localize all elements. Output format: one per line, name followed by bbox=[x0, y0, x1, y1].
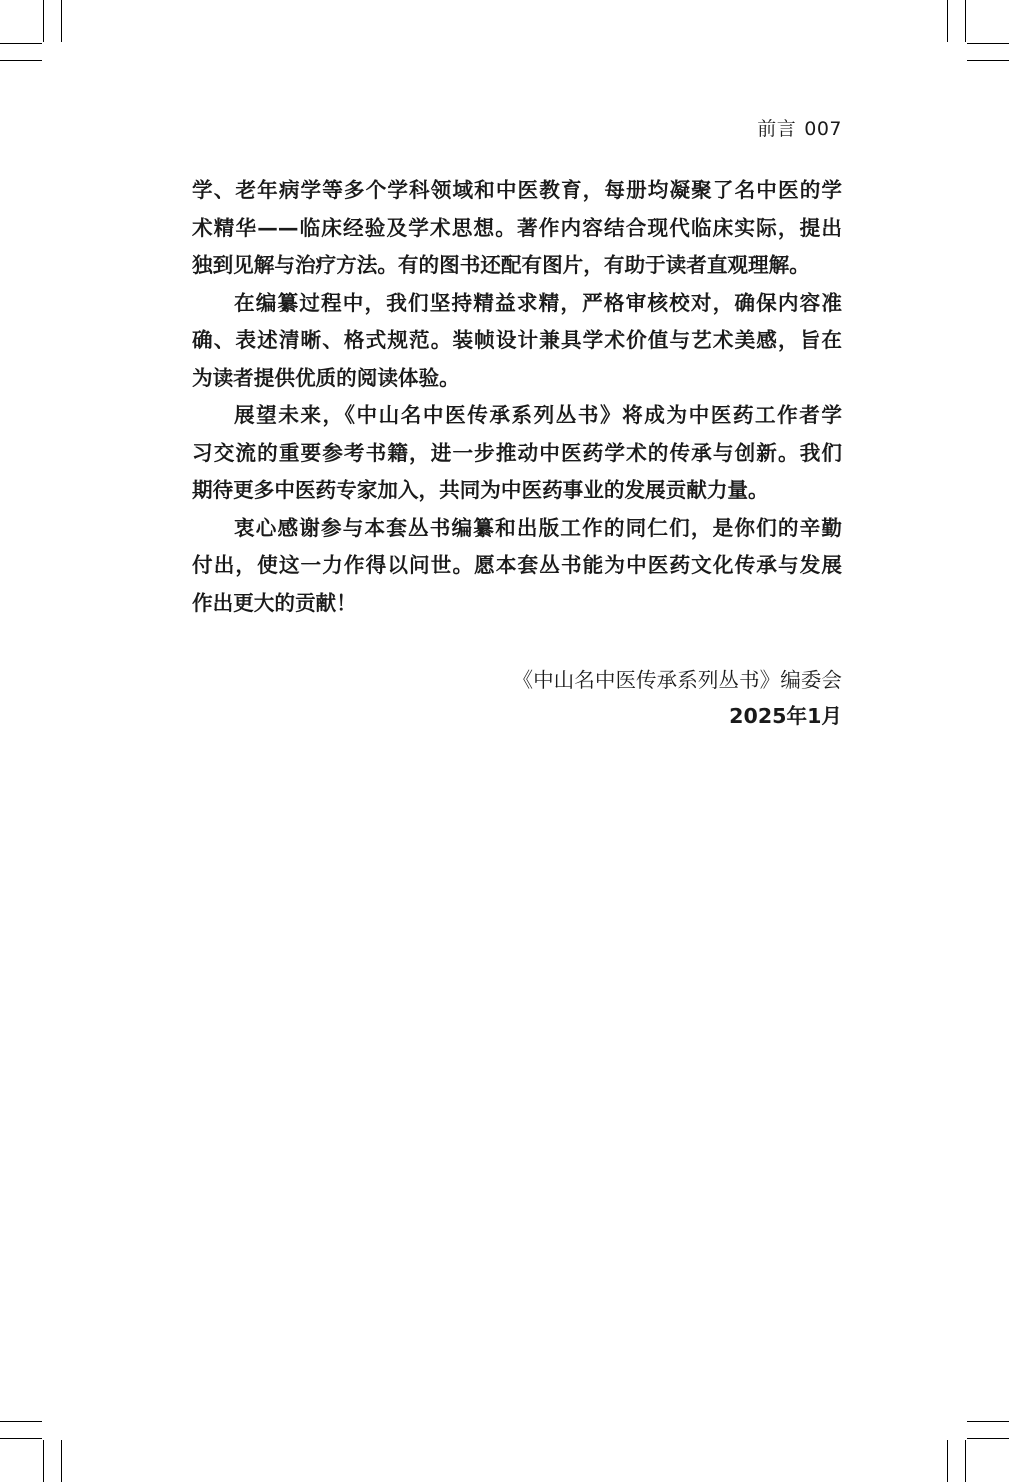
crop-mark bbox=[965, 0, 966, 42]
text-line: 确、表述清晰、格式规范。装帧设计兼具学术价值与艺术美感，旨在 bbox=[192, 328, 842, 352]
crop-mark bbox=[43, 1440, 44, 1482]
signature-date: 2025年1月 bbox=[729, 704, 842, 728]
text-line: 学、老年病学等多个学科领域和中医教育，每册均凝聚了名中医的学 bbox=[192, 178, 842, 202]
crop-mark bbox=[967, 43, 1009, 44]
crop-mark bbox=[43, 0, 44, 42]
page-number: 007 bbox=[804, 118, 842, 140]
crop-mark bbox=[947, 0, 948, 42]
crop-mark bbox=[967, 60, 1009, 61]
crop-mark bbox=[61, 0, 62, 42]
text-line: 在编纂过程中，我们坚持精益求精，严格审核校对，确保内容准 bbox=[234, 290, 842, 315]
text-line: 展望未来，《中山名中医传承系列丛书》将成为中医药工作者学 bbox=[234, 403, 842, 427]
crop-mark bbox=[61, 1440, 62, 1482]
crop-mark bbox=[0, 1421, 42, 1422]
text-line: 期待更多中医药专家加入，共同为中医药事业的发展贡献力量。 bbox=[192, 478, 769, 502]
crop-mark bbox=[967, 1438, 1009, 1439]
signature-block bbox=[400, 662, 842, 734]
text-line: 为读者提供优质的阅读体验。 bbox=[192, 365, 460, 390]
crop-mark bbox=[0, 60, 42, 61]
signature-organization: 《中山名中医传承系列丛书》编委会 bbox=[512, 668, 842, 692]
crop-mark bbox=[0, 43, 42, 44]
text-line: 独到见解与治疗方法。有的图书还配有图片，有助于读者直观理解。 bbox=[192, 253, 810, 277]
text-line: 术精华——临床经验及学术思想。著作内容结合现代临床实际，提出 bbox=[192, 215, 842, 240]
crop-mark bbox=[0, 1438, 42, 1439]
body-text bbox=[192, 172, 842, 622]
crop-mark bbox=[947, 1440, 948, 1482]
crop-mark bbox=[965, 1440, 966, 1482]
text-line: 作出更大的贡献！ bbox=[192, 590, 357, 615]
section-title: 前言 bbox=[757, 118, 797, 140]
text-line: 付出，使这一力作得以问世。愿本套丛书能为中医药文化传承与发展 bbox=[192, 553, 842, 577]
text-line: 衷心感谢参与本套丛书编纂和出版工作的同仁们，是你们的辛勤 bbox=[234, 515, 842, 540]
running-head bbox=[740, 114, 842, 141]
text-line: 习交流的重要参考书籍，进一步推动中医药学术的传承与创新。我们 bbox=[192, 440, 842, 465]
crop-mark bbox=[967, 1421, 1009, 1422]
